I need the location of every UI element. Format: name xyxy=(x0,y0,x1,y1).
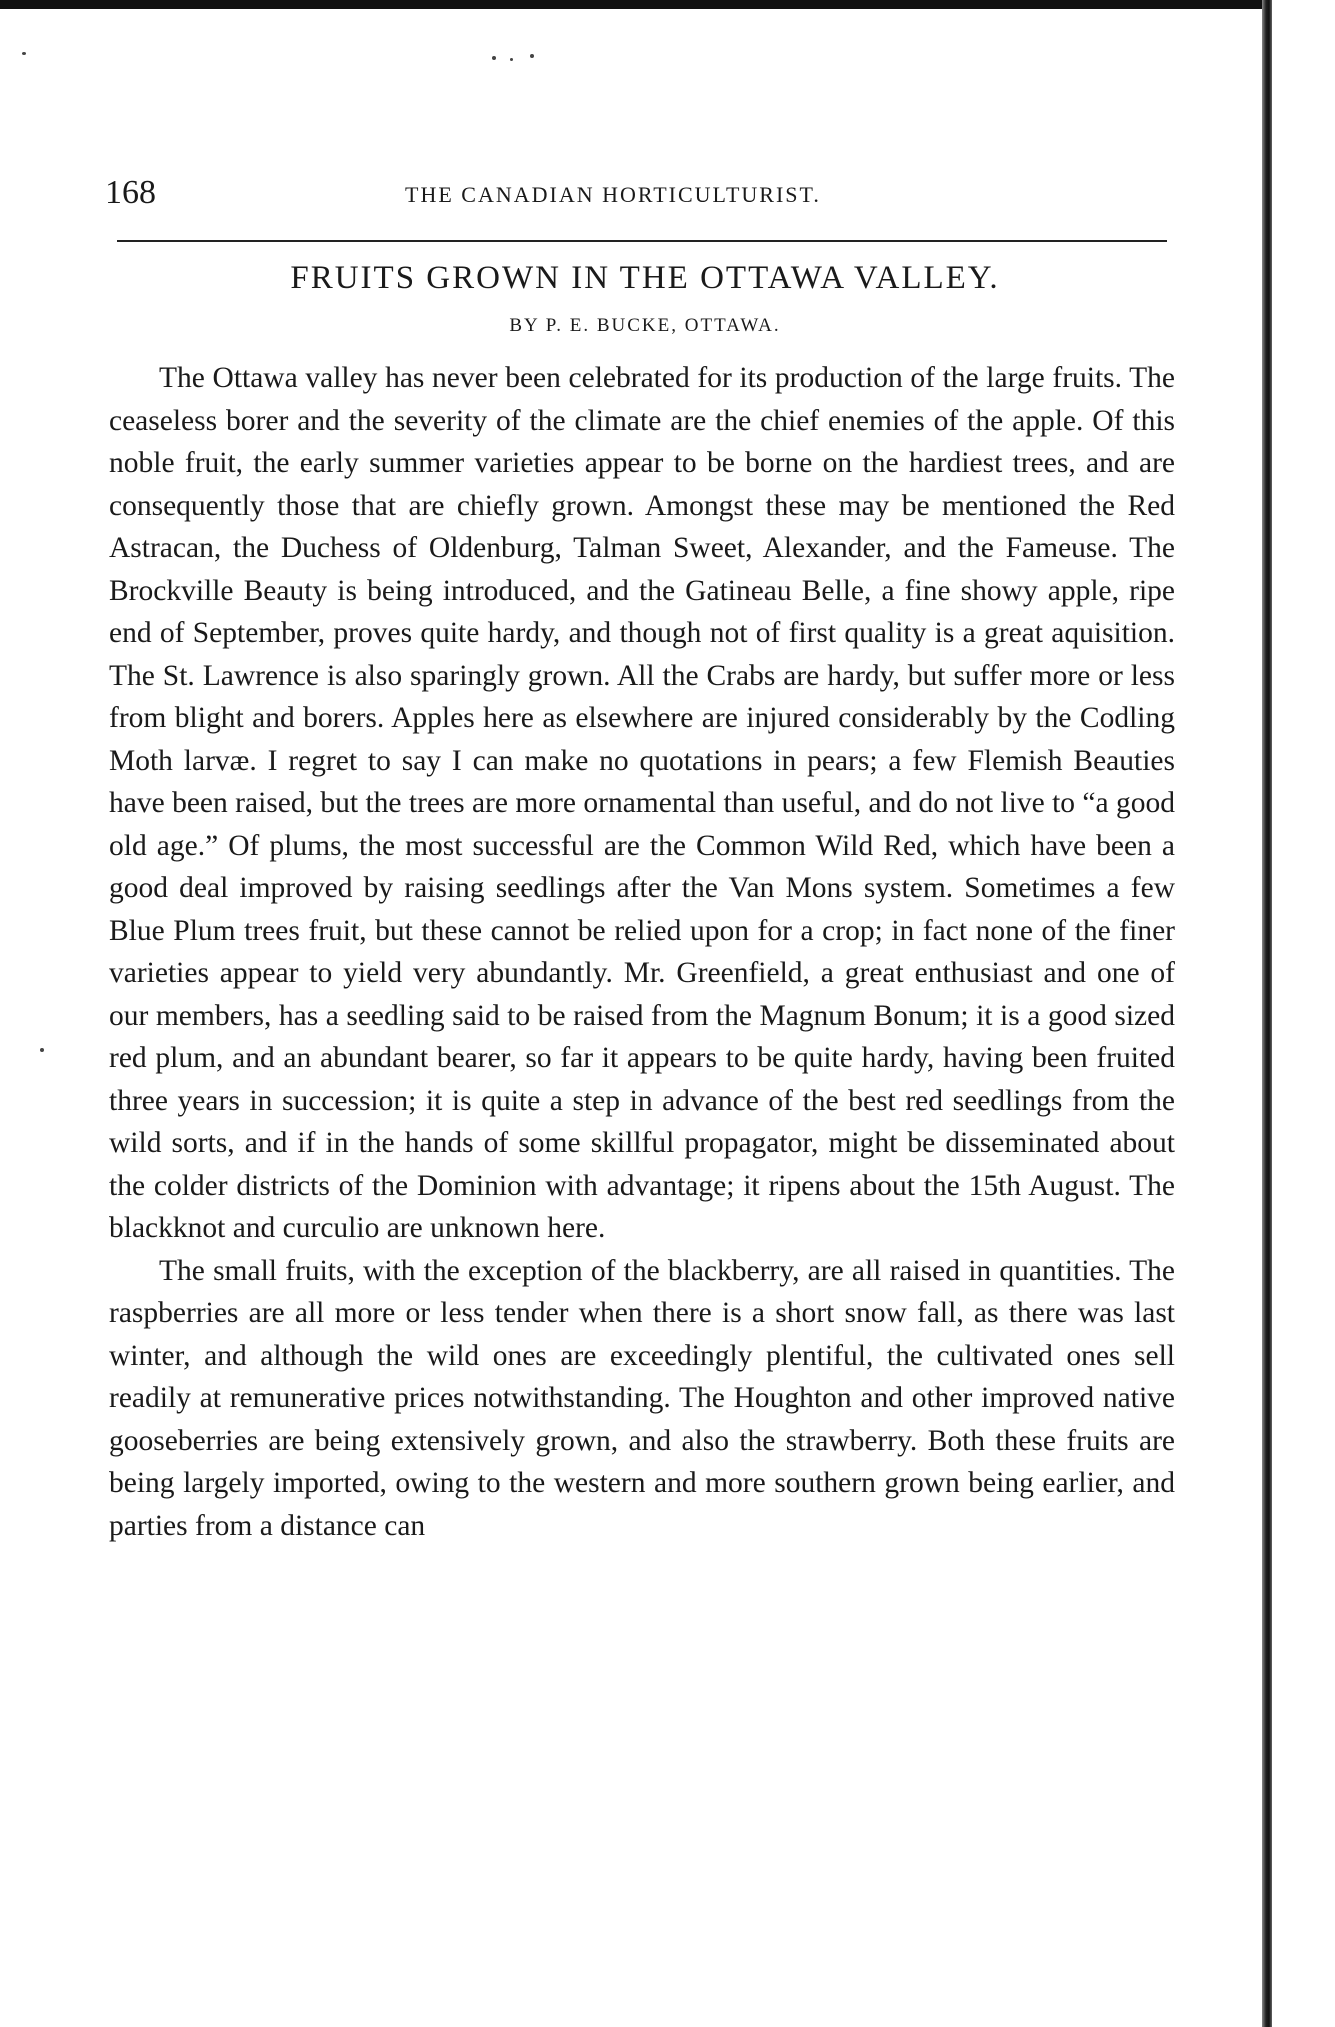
page-number: 168 xyxy=(105,174,156,211)
scan-speck xyxy=(492,56,496,60)
document-page xyxy=(105,160,1185,1547)
scan-right-margin xyxy=(1272,0,1335,2027)
running-head xyxy=(105,160,1185,216)
article-title: FRUITS GROWN IN THE OTTAWA VALLEY. xyxy=(290,260,1000,296)
scan-top-border xyxy=(0,0,1335,9)
header-rule xyxy=(117,240,1167,242)
scan-speck xyxy=(530,54,534,58)
scan-binding-edge xyxy=(1262,0,1272,2027)
scan-speck xyxy=(22,52,26,55)
article-paragraph: The Ottawa valley has never been celebrated for its production of the large fruits. The ceaseless borer and the severity of the climate are the chief enemies of the apple. Of this noble fruit, the early summer varieties appear to be borne on the hardiest trees, and are consequently those that are chiefly grown. Amongst these may be mentioned the Red Astracan, the Duchess of Oldenburg, Talman Sweet, Alexander, and the Fameuse. The Brockville Beauty is being introduced, and the Gatineau Belle, a fine showy apple, ripe end of September, proves quite hardy, and though not of first quality is a great aquisition. The St. Lawrence is also sparingly grown. All the Crabs are hardy, but suffer more or less from blight and borers. Apples here as elsewhere are injured considerably by the Codling Moth larvæ. I regret to say I can make no quotations in pears; a few Flemish Beauties have been raised, but the trees are more ornamental than useful, and do not live to “a good old age.” Of plums, the most successful are the Common Wild Red, which have been a good deal improved by raising seedlings after the Van Mons system. Sometimes a few Blue Plum trees fruit, but these cannot be relied upon for a crop; in fact none of the finer varieties appear to yield very abundantly. Mr. Greenfield, a great enthusiast and one of our members, has a seedling said to be raised from the Magnum Bonum; it is a good sized red plum, and an abundant bearer, so far it appears to be quite hardy, having been fruited three years in succession; it is quite a step in advance of the best red seedlings from the wild sorts, and if in the hands of some skillful propagator, might be disseminated about the colder districts of the Dominion with advantage; it ripens about the 15th August. The blackknot and curculio are unknown here. xyxy=(109,362,1175,1244)
article-paragraph: The small fruits, with the exception of the blackberry, are all raised in quantities. The raspberries are all more or less tender when there is a short snow fall, as there was last winter, and although the wild ones are exceedingly plentiful, the cultivated ones sell readily at remunerative prices notwithstanding. The Houghton and other improved native gooseberries are being extensively grown, and also the strawberry. Both these fruits are being largely imported, owing to the western and more southern grown being earlier, and parties from a distance can xyxy=(109,1254,1175,1542)
article-body xyxy=(105,357,1185,1547)
scan-speck xyxy=(510,58,513,61)
journal-title: THE CANADIAN HORTICULTURIST. xyxy=(405,182,821,207)
article-byline: BY P. E. BUCKE, OTTAWA. xyxy=(509,315,781,336)
scan-speck xyxy=(40,1048,44,1052)
